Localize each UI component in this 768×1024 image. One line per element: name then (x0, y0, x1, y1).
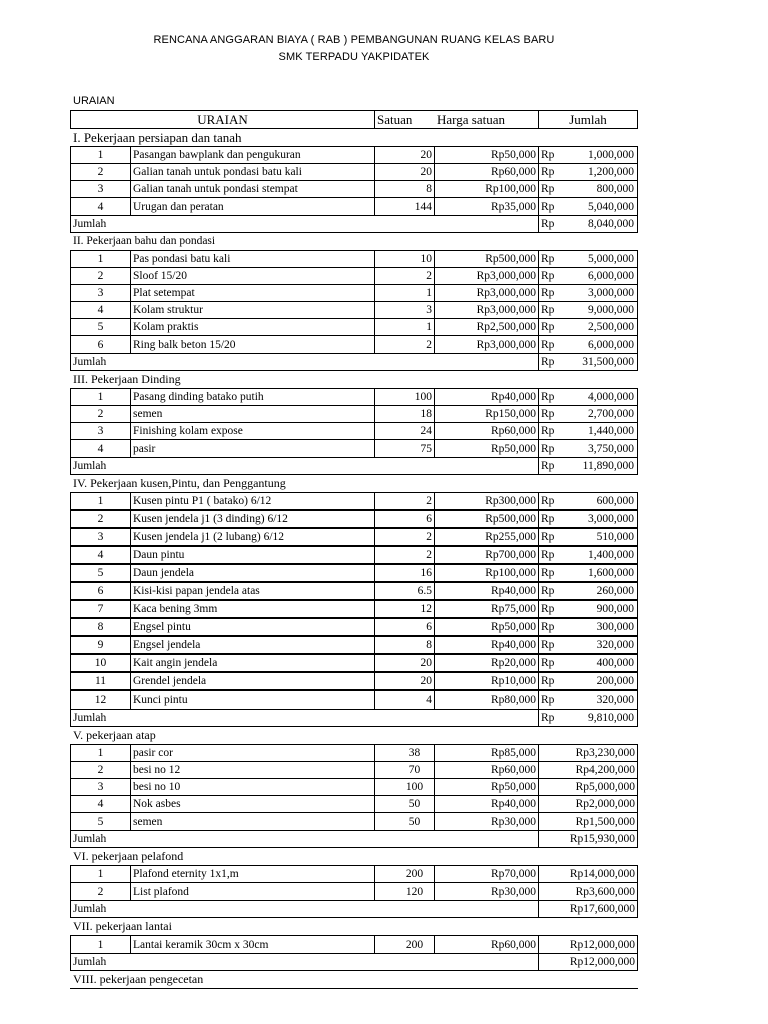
table-row (71, 673, 637, 691)
item-total: 9,000,000 (588, 304, 634, 316)
item-currency: Rp (541, 391, 555, 403)
section-jumlah-row (70, 216, 638, 233)
item-currency: Rp (541, 200, 555, 213)
item-total: Rp14,000,000 (569, 868, 635, 880)
item-name: Galian tanah untuk pondasi stempat (131, 181, 375, 197)
item-name: Engsel jendela (131, 637, 375, 653)
item-quantity: 200 (375, 936, 435, 953)
item-total: 1,440,000 (588, 425, 634, 437)
item-total: 5,040,000 (588, 200, 634, 213)
section-jumlah-row (70, 901, 638, 918)
item-quantity: 2 (375, 336, 435, 353)
item-name: Pas pondasi batu kali (131, 251, 375, 267)
item-unit-price: Rp700,000 (435, 547, 539, 563)
item-total: 1,600,000 (588, 567, 634, 579)
item-quantity: 2 (375, 529, 435, 545)
item-number: 5 (71, 565, 131, 581)
item-number: 2 (71, 511, 131, 527)
table-row (71, 619, 637, 637)
item-name: Kolam praktis (131, 319, 375, 335)
section-title: V. pekerjaan atap (73, 728, 156, 742)
table-row (71, 251, 637, 268)
item-number: 4 (71, 547, 131, 563)
item-number: 6 (71, 583, 131, 599)
item-total: 320,000 (596, 694, 634, 706)
jumlah-total: 11,890,000 (582, 460, 634, 472)
table-row (71, 796, 637, 813)
item-number: 4 (71, 796, 131, 812)
item-quantity: 100 (375, 389, 435, 405)
item-name: Engsel pintu (131, 619, 375, 635)
section-title: II. Pekerjaan bahu dan pondasi (73, 235, 216, 247)
item-number: 3 (71, 529, 131, 545)
table-row (71, 493, 637, 511)
item-currency: Rp (541, 166, 555, 178)
section-items (70, 744, 638, 831)
item-total: 3,750,000 (588, 442, 634, 455)
section-jumlah-row (70, 354, 638, 371)
sections-container (70, 129, 638, 989)
item-currency: Rp (541, 408, 555, 420)
item-quantity: 10 (375, 251, 435, 267)
table-row (71, 547, 637, 565)
item-number: 1 (71, 147, 131, 163)
item-name: Kusen jendela j1 (2 lubang) 6/12 (131, 529, 375, 545)
section-title: III. Pekerjaan Dinding (73, 372, 181, 386)
item-quantity: 144 (375, 198, 435, 215)
item-name: Kusen pintu P1 ( batako) 6/12 (131, 493, 375, 509)
item-quantity: 1 (375, 285, 435, 301)
item-unit-price: Rp3,000,000 (435, 268, 539, 284)
item-name: Galian tanah untuk pondasi batu kali (131, 164, 375, 180)
item-currency: Rp (541, 304, 555, 316)
item-number: 5 (71, 319, 131, 335)
item-total: 300,000 (596, 621, 634, 633)
item-number: 6 (71, 336, 131, 353)
section-items (70, 250, 638, 354)
item-unit-price: Rp2,500,000 (435, 319, 539, 335)
table-row (71, 406, 637, 423)
budget-table (70, 110, 638, 989)
item-number: 1 (71, 251, 131, 267)
section-title: VII. pekerjaan lantai (73, 919, 172, 933)
item-unit-price: Rp75,000 (435, 601, 539, 617)
item-name: Sloof 15/20 (131, 268, 375, 284)
item-unit-price: Rp30,000 (435, 813, 539, 830)
jumlah-label: Jumlah (71, 216, 539, 232)
table-row (71, 601, 637, 619)
item-name: besi no 12 (131, 762, 375, 778)
item-currency: Rp (541, 621, 555, 633)
table-row (71, 164, 637, 181)
item-quantity: 120 (375, 883, 435, 900)
section-jumlah-row (70, 954, 638, 971)
table-row (71, 762, 637, 779)
item-unit-price: Rp60,000 (435, 762, 539, 778)
item-number: 3 (71, 181, 131, 197)
section-jumlah-row (70, 458, 638, 475)
item-quantity: 2 (375, 268, 435, 284)
item-name: Grendel jendela (131, 673, 375, 689)
item-total: 3,000,000 (588, 513, 634, 525)
item-total: 800,000 (596, 183, 634, 195)
item-quantity: 4 (375, 691, 435, 709)
jumlah-total: Rp15,930,000 (569, 833, 635, 845)
item-currency: Rp (541, 639, 555, 651)
table-row (71, 866, 637, 883)
table-row (71, 529, 637, 547)
jumlah-label: Jumlah (71, 354, 539, 370)
item-unit-price: Rp40,000 (435, 583, 539, 599)
item-name: Daun jendela (131, 565, 375, 581)
item-name: Kisi-kisi papan jendela atas (131, 583, 375, 599)
item-name: List plafond (131, 883, 375, 900)
item-unit-price: Rp3,000,000 (435, 302, 539, 318)
item-total: 900,000 (596, 603, 634, 615)
item-currency: Rp (541, 270, 555, 282)
item-number: 4 (71, 198, 131, 215)
item-name: besi no 10 (131, 779, 375, 795)
item-quantity: 6.5 (375, 583, 435, 599)
item-unit-price: Rp3,000,000 (435, 336, 539, 353)
table-row (71, 389, 637, 406)
item-name: Plafond eternity 1x1,m (131, 866, 375, 882)
item-currency: Rp (541, 287, 555, 299)
jumlah-label: Jumlah (71, 954, 539, 970)
table-row (71, 181, 637, 198)
table-row (71, 198, 637, 215)
item-unit-price: Rp3,000,000 (435, 285, 539, 301)
jumlah-total: Rp17,600,000 (569, 903, 635, 915)
item-number: 7 (71, 601, 131, 617)
table-row (71, 583, 637, 601)
item-currency: Rp (541, 253, 555, 265)
jumlah-currency: Rp (541, 712, 555, 724)
item-total: 260,000 (596, 585, 634, 597)
table-row (71, 745, 637, 762)
table-row (71, 655, 637, 673)
item-total: 6,000,000 (588, 338, 634, 351)
item-quantity: 50 (375, 813, 435, 830)
item-name: Daun pintu (131, 547, 375, 563)
document-title: RENCANA ANGGARAN BIAYA ( RAB ) PEMBANGUNAN RUANG KELAS BARU (153, 34, 555, 46)
table-row (71, 813, 637, 830)
item-unit-price: Rp40,000 (435, 637, 539, 653)
item-unit-price: Rp60,000 (435, 423, 539, 439)
item-total: 2,500,000 (588, 321, 634, 333)
item-currency: Rp (541, 425, 555, 437)
header-satuan: Satuan (377, 111, 413, 127)
item-quantity: 16 (375, 565, 435, 581)
item-name: Kolam struktur (131, 302, 375, 318)
item-unit-price: Rp10,000 (435, 673, 539, 689)
table-row (71, 936, 637, 953)
item-total: 400,000 (596, 657, 634, 669)
item-number: 1 (71, 389, 131, 405)
header-uraian: URAIAN (71, 111, 375, 128)
item-number: 2 (71, 406, 131, 422)
item-quantity: 100 (375, 779, 435, 795)
item-name: Lantai keramik 30cm x 30cm (131, 936, 375, 953)
item-total: 320,000 (596, 639, 634, 651)
item-name: semen (131, 813, 375, 830)
item-number: 2 (71, 883, 131, 900)
item-number: 1 (71, 493, 131, 509)
item-number: 2 (71, 268, 131, 284)
item-currency: Rp (541, 603, 555, 615)
item-quantity: 75 (375, 440, 435, 457)
item-number: 3 (71, 423, 131, 439)
item-total: Rp3,230,000 (575, 747, 635, 759)
jumlah-currency: Rp (541, 460, 555, 472)
table-row (71, 511, 637, 529)
jumlah-label: Jumlah (71, 901, 539, 917)
item-name: Nok asbes (131, 796, 375, 812)
item-currency: Rp (541, 338, 555, 351)
item-total: 4,000,000 (588, 391, 634, 403)
item-name: Pasangan bawplank dan pengukuran (131, 147, 375, 163)
item-currency: Rp (541, 694, 555, 706)
section-jumlah-row (70, 710, 638, 727)
item-unit-price: Rp35,000 (435, 198, 539, 215)
item-unit-price: Rp100,000 (435, 181, 539, 197)
item-total: Rp5,000,000 (575, 781, 635, 793)
item-currency: Rp (541, 585, 555, 597)
table-row (71, 779, 637, 796)
item-number: 4 (71, 440, 131, 457)
item-number: 10 (71, 655, 131, 671)
table-row (71, 637, 637, 655)
jumlah-currency: Rp (541, 356, 555, 368)
item-total: Rp4,200,000 (575, 764, 635, 776)
item-currency: Rp (541, 149, 555, 161)
table-row (71, 691, 637, 709)
item-name: Kait angin jendela (131, 655, 375, 671)
section-items (70, 865, 638, 901)
item-unit-price: Rp40,000 (435, 389, 539, 405)
item-name: Pasang dinding batako putih (131, 389, 375, 405)
item-number: 2 (71, 164, 131, 180)
item-total: Rp12,000,000 (569, 938, 635, 951)
table-row (71, 883, 637, 900)
item-number: 1 (71, 866, 131, 882)
table-row (71, 440, 637, 457)
item-total: 3,000,000 (588, 287, 634, 299)
item-name: pasir (131, 440, 375, 457)
table-row (71, 319, 637, 336)
item-total: 6,000,000 (588, 270, 634, 282)
item-number: 8 (71, 619, 131, 635)
item-total: 200,000 (596, 675, 634, 687)
table-header (70, 110, 638, 129)
item-unit-price: Rp60,000 (435, 936, 539, 953)
jumlah-total: 8,040,000 (588, 218, 634, 230)
item-unit-price: Rp80,000 (435, 691, 539, 709)
item-unit-price: Rp85,000 (435, 745, 539, 761)
item-total: 1,200,000 (588, 166, 634, 178)
section-jumlah-row (70, 831, 638, 848)
item-quantity: 24 (375, 423, 435, 439)
section-bottom-line (70, 988, 638, 989)
item-quantity: 20 (375, 655, 435, 671)
item-name: Kusen jendela j1 (3 dinding) 6/12 (131, 511, 375, 527)
item-currency: Rp (541, 531, 555, 543)
item-number: 4 (71, 302, 131, 318)
item-currency: Rp (541, 657, 555, 669)
jumlah-label: Jumlah (71, 710, 539, 726)
item-name: Kaca bening 3mm (131, 601, 375, 617)
item-currency: Rp (541, 442, 555, 455)
item-unit-price: Rp50,000 (435, 147, 539, 163)
item-total: 5,000,000 (588, 253, 634, 265)
item-number: 1 (71, 745, 131, 761)
section-title: VIII. pekerjaan pengecetan (73, 972, 204, 986)
item-quantity: 70 (375, 762, 435, 778)
item-quantity: 200 (375, 866, 435, 882)
header-jumlah: Jumlah (569, 111, 607, 127)
jumlah-label: Jumlah (71, 458, 539, 474)
jumlah-total: Rp12,000,000 (569, 956, 635, 968)
section-title: IV. Pekerjaan kusen,Pintu, dan Penggantung (73, 476, 286, 490)
item-quantity: 8 (375, 637, 435, 653)
section-items (70, 388, 638, 458)
item-currency: Rp (541, 495, 555, 507)
item-total: Rp2,000,000 (575, 798, 635, 810)
item-number: 2 (71, 762, 131, 778)
item-unit-price: Rp50,000 (435, 779, 539, 795)
section-items (70, 146, 638, 216)
item-quantity: 38 (375, 745, 435, 761)
jumlah-label: Jumlah (71, 831, 539, 847)
item-name: pasir cor (131, 745, 375, 761)
jumlah-total: 9,810,000 (588, 712, 634, 724)
document-subtitle: SMK TERPADU YAKPIDATEK (278, 51, 430, 63)
table-row (71, 302, 637, 319)
item-unit-price: Rp500,000 (435, 511, 539, 527)
jumlah-total: 31,500,000 (582, 356, 634, 368)
item-number: 9 (71, 637, 131, 653)
item-unit-price: Rp255,000 (435, 529, 539, 545)
header-harga-satuan: Harga satuan (435, 111, 539, 128)
item-currency: Rp (541, 183, 555, 195)
item-name: Urugan dan peratan (131, 198, 375, 215)
section-items (70, 492, 638, 710)
table-row (71, 268, 637, 285)
item-number: 1 (71, 936, 131, 953)
table-row (71, 285, 637, 302)
item-currency: Rp (541, 513, 555, 525)
item-name: Plat setempat (131, 285, 375, 301)
item-total: 510,000 (596, 531, 634, 543)
item-quantity: 6 (375, 619, 435, 635)
item-total: Rp1,500,000 (575, 815, 635, 828)
item-total: 1,400,000 (588, 549, 634, 561)
jumlah-currency: Rp (541, 218, 555, 230)
item-unit-price: Rp500,000 (435, 251, 539, 267)
item-quantity: 2 (375, 493, 435, 509)
item-quantity: 20 (375, 147, 435, 163)
item-number: 5 (71, 813, 131, 830)
item-currency: Rp (541, 549, 555, 561)
table-row (71, 147, 637, 164)
item-unit-price: Rp20,000 (435, 655, 539, 671)
item-number: 11 (71, 673, 131, 689)
section-title: I. Pekerjaan persiapan dan tanah (73, 130, 242, 145)
item-quantity: 50 (375, 796, 435, 812)
item-currency: Rp (541, 675, 555, 687)
item-name: Kunci pintu (131, 691, 375, 709)
table-row (71, 336, 637, 353)
item-quantity: 18 (375, 406, 435, 422)
item-unit-price: Rp100,000 (435, 565, 539, 581)
item-quantity: 1 (375, 319, 435, 335)
item-number: 3 (71, 779, 131, 795)
item-currency: Rp (541, 321, 555, 333)
section-title: VI. pekerjaan pelafond (73, 849, 184, 863)
item-quantity: 20 (375, 673, 435, 689)
table-row (71, 565, 637, 583)
item-total: Rp3,600,000 (575, 885, 635, 898)
item-total: 1,000,000 (588, 149, 634, 161)
item-unit-price: Rp50,000 (435, 440, 539, 457)
section-items (70, 935, 638, 954)
item-name: semen (131, 406, 375, 422)
item-number: 3 (71, 285, 131, 301)
item-name: Finishing kolam expose (131, 423, 375, 439)
item-unit-price: Rp50,000 (435, 619, 539, 635)
item-unit-price: Rp300,000 (435, 493, 539, 509)
item-quantity: 12 (375, 601, 435, 617)
item-number: 12 (71, 691, 131, 709)
item-unit-price: Rp150,000 (435, 406, 539, 422)
item-unit-price: Rp30,000 (435, 883, 539, 900)
item-quantity: 6 (375, 511, 435, 527)
item-quantity: 20 (375, 164, 435, 180)
uraian-label: URAIAN (73, 95, 115, 107)
item-unit-price: Rp70,000 (435, 866, 539, 882)
item-name: Ring balk beton 15/20 (131, 336, 375, 353)
item-total: 600,000 (596, 495, 634, 507)
item-unit-price: Rp60,000 (435, 164, 539, 180)
table-row (71, 423, 637, 440)
item-quantity: 8 (375, 181, 435, 197)
item-total: 2,700,000 (588, 408, 634, 420)
item-unit-price: Rp40,000 (435, 796, 539, 812)
item-quantity: 3 (375, 302, 435, 318)
item-currency: Rp (541, 567, 555, 579)
item-quantity: 2 (375, 547, 435, 563)
